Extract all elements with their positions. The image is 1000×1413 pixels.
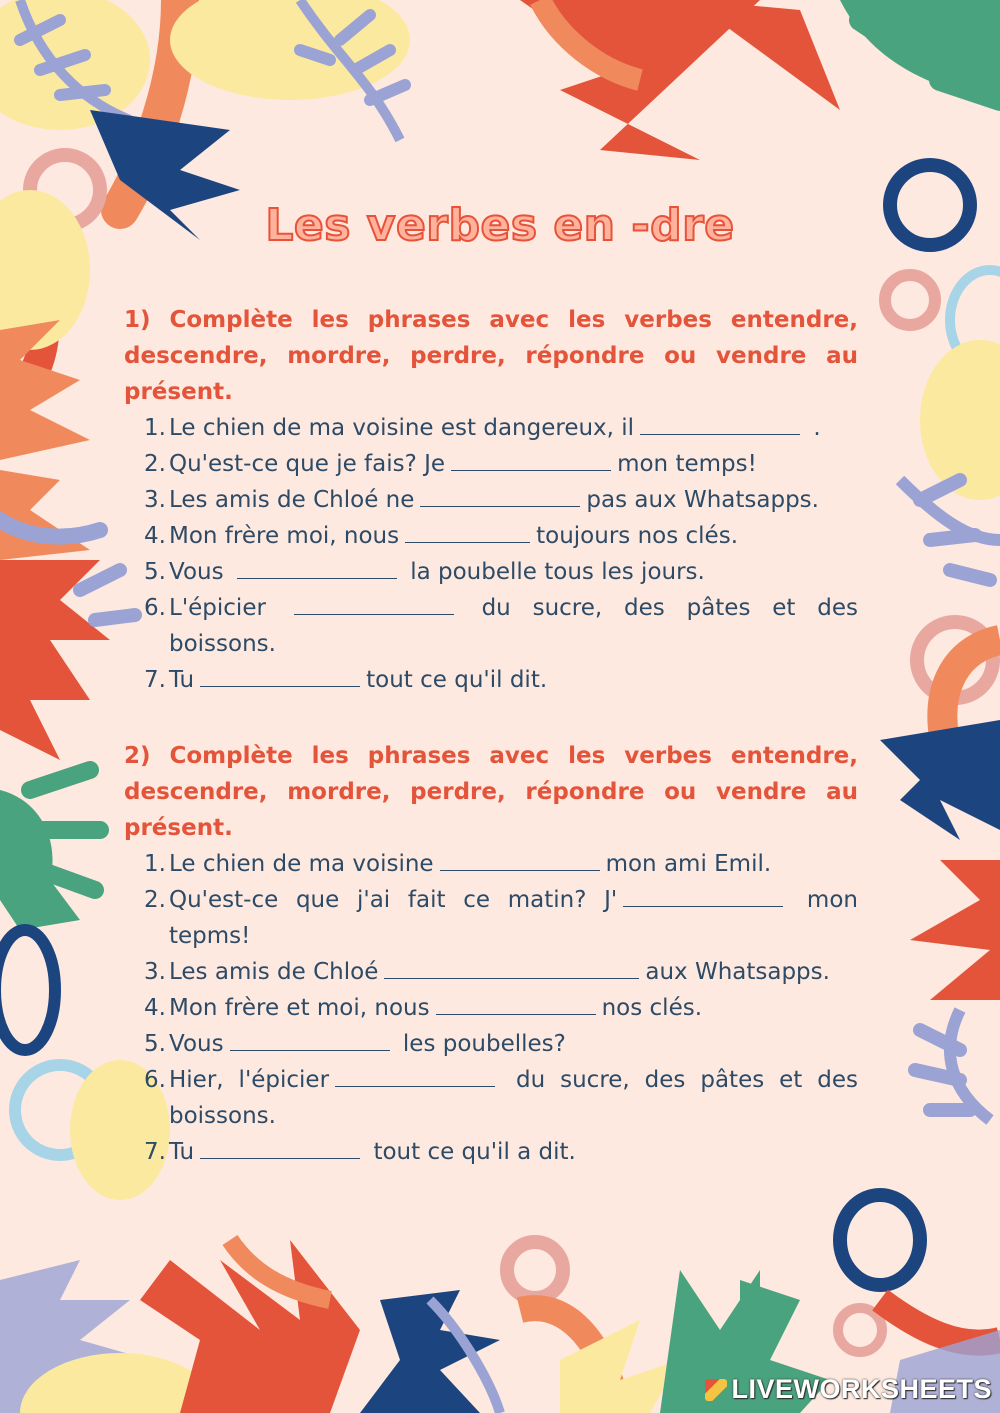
exercise-1-item-2 xyxy=(124,446,858,482)
exercise-2-item-1 xyxy=(124,846,858,882)
item-number: 1. xyxy=(144,415,166,441)
answer-blank[interactable] xyxy=(640,410,800,435)
item-number: 2. xyxy=(144,887,166,913)
item-number: 5. xyxy=(144,559,166,585)
sentence-start: Les amis de Chloé xyxy=(169,959,379,985)
exercise-2-instruction: 2) Complète les phrases avec les verbes entendre, descendre, mordre, perdre, répondre ou vendre au présent. xyxy=(124,743,858,841)
item-number: 4. xyxy=(144,523,166,549)
item-number: 7. xyxy=(144,1139,166,1165)
sentence-start: Vous xyxy=(169,559,231,585)
answer-blank[interactable] xyxy=(200,1134,360,1159)
sentence-start: Tu xyxy=(169,667,195,693)
exercise-2-item-2 xyxy=(124,882,858,954)
answer-blank[interactable] xyxy=(405,518,530,543)
answer-blank[interactable] xyxy=(420,482,580,507)
item-number: 6. xyxy=(144,1067,166,1093)
liveworksheets-logo[interactable] xyxy=(705,1374,992,1405)
sentence-start: Tu xyxy=(169,1139,195,1165)
sentence-start: Qu'est-ce que je fais? Je xyxy=(169,451,446,477)
sentence-end: . xyxy=(806,415,821,441)
logo-text: LIVEWORKSHEETS xyxy=(731,1374,992,1404)
sentence-start: Le chien de ma voisine est dangereux, il xyxy=(169,415,635,441)
sentence-end: du sucre, des pâtes et des boissons. xyxy=(169,1067,858,1129)
page-title: Les verbes en -dre xyxy=(265,200,735,251)
exercise-1-item-6 xyxy=(124,590,858,662)
sentence-end: mon ami Emil. xyxy=(605,851,772,877)
sentence-end: mon temps! xyxy=(617,451,757,477)
sentence-start: Le chien de ma voisine xyxy=(169,851,434,877)
exercise-2 xyxy=(124,738,858,1170)
answer-blank[interactable] xyxy=(440,846,600,871)
exercise-2-item-4 xyxy=(124,990,858,1026)
exercise-1-item-5 xyxy=(124,554,858,590)
item-number: 3. xyxy=(144,487,166,513)
exercise-1-item-4 xyxy=(124,518,858,554)
answer-blank[interactable] xyxy=(384,954,639,979)
answer-blank[interactable] xyxy=(623,882,783,907)
exercise-2-item-3 xyxy=(124,954,858,990)
sentence-end: tout ce qu'il a dit. xyxy=(366,1139,576,1165)
sentence-end: les poubelles? xyxy=(395,1031,566,1057)
exercise-1-list xyxy=(124,410,858,698)
answer-blank[interactable] xyxy=(335,1062,495,1087)
answer-blank[interactable] xyxy=(294,590,454,615)
item-number: 7. xyxy=(144,667,166,693)
answer-blank[interactable] xyxy=(436,990,596,1015)
exercise-1-item-1 xyxy=(124,410,858,446)
sentence-start: Mon frère et moi, nous xyxy=(169,995,430,1021)
exercise-2-item-7 xyxy=(124,1134,858,1170)
item-number: 3. xyxy=(144,959,166,985)
sentence-start: Qu'est-ce que j'ai fait ce matin? J' xyxy=(169,887,618,913)
sentence-end: mon tepms! xyxy=(169,887,858,949)
answer-blank[interactable] xyxy=(237,554,397,579)
item-number: 6. xyxy=(144,595,166,621)
item-number: 4. xyxy=(144,995,166,1021)
answer-blank[interactable] xyxy=(451,446,611,471)
exercise-2-item-6 xyxy=(124,1062,858,1134)
sentence-end: du sucre, des pâtes et des boissons. xyxy=(169,595,858,657)
answer-blank[interactable] xyxy=(200,662,360,687)
sentence-start: Les amis de Chloé ne xyxy=(169,487,415,513)
sentence-end: la poubelle tous les jours. xyxy=(402,559,705,585)
sentence-start: Hier, l'épicier xyxy=(169,1067,330,1093)
sentence-end: pas aux Whatsapps. xyxy=(586,487,819,513)
sentence-end: tout ce qu'il dit. xyxy=(366,667,548,693)
exercise-2-list xyxy=(124,846,858,1170)
sentence-end: nos clés. xyxy=(601,995,703,1021)
answer-blank[interactable] xyxy=(230,1026,390,1051)
liveworksheets-icon xyxy=(705,1379,727,1401)
item-number: 2. xyxy=(144,451,166,477)
item-number: 5. xyxy=(144,1031,166,1057)
exercise-1-instruction: 1) Complète les phrases avec les verbes entendre, descendre, mordre, perdre, répondre ou vendre au présent. xyxy=(124,307,858,405)
sentence-end: aux Whatsapps. xyxy=(645,959,830,985)
exercise-1-item-3 xyxy=(124,482,858,518)
sentence-start: Mon frère moi, nous xyxy=(169,523,400,549)
item-number: 1. xyxy=(144,851,166,877)
exercise-1-item-7 xyxy=(124,662,858,698)
exercise-2-item-5 xyxy=(124,1026,858,1062)
sentence-start: L'épicier xyxy=(169,595,288,621)
sentence-start: Vous xyxy=(169,1031,224,1057)
sentence-end: toujours nos clés. xyxy=(536,523,739,549)
exercise-1 xyxy=(124,302,858,698)
